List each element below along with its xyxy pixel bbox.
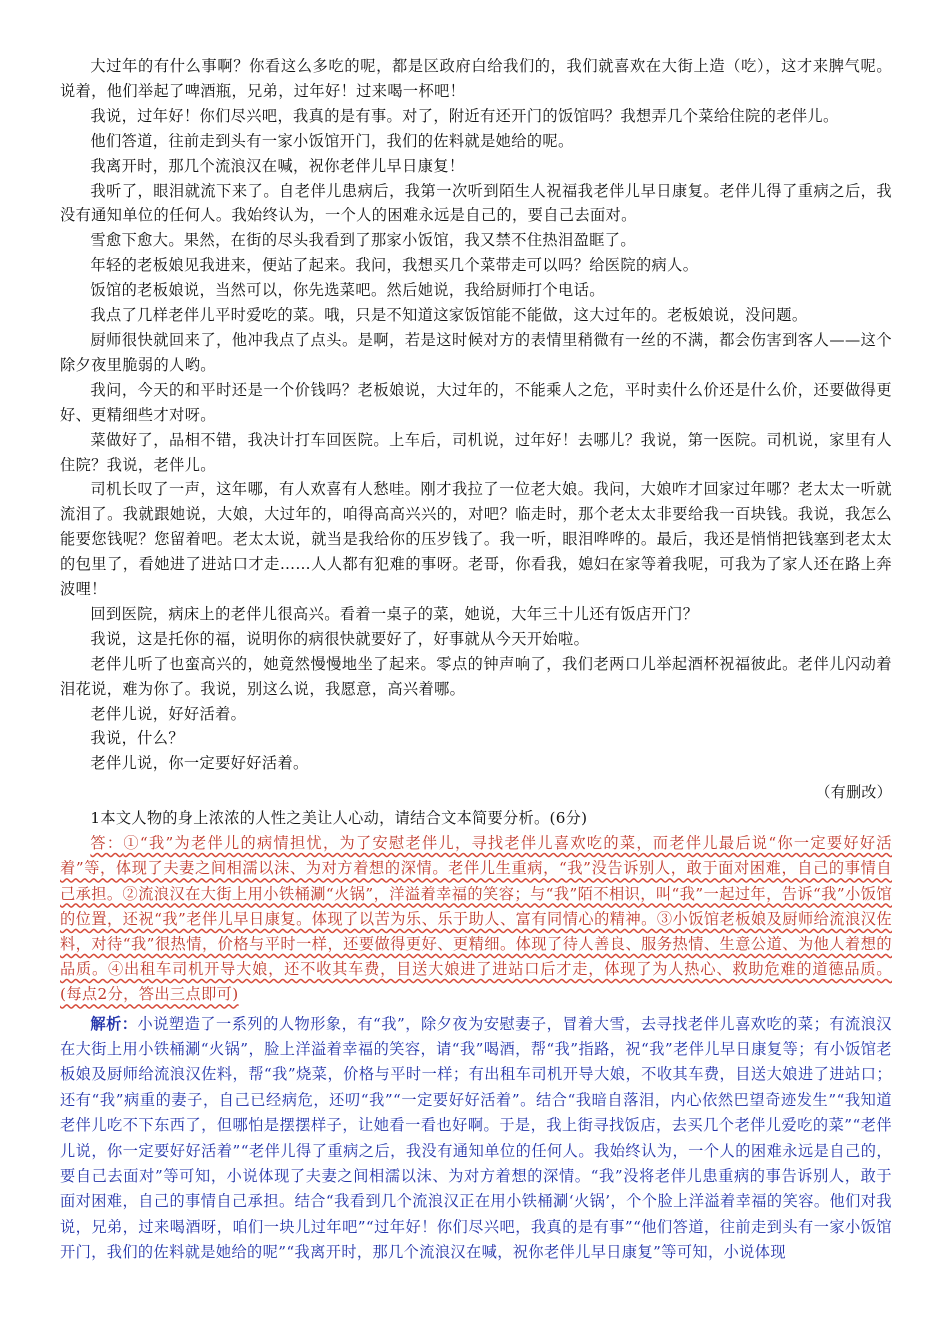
story-paragraph: 我说，什么？ [90,729,184,748]
story-paragraph: 菜做好了，品相不错，我决计打车回医院。上车后，司机说，过年好！去哪儿？我说，第一医院。司机说，家里有人住院？我说，老伴儿。 [60,430,892,474]
question-text: 1本文人物的身上浓浓的人性之美让人心动，请结合文本简要分析。(6分) [90,809,588,828]
story-paragraph: 厨师很快就回来了，他冲我点了点头。是啊，若是这时候对方的表情里稍微有一丝的不满，都会伤害到客人——这个除夕夜里脆弱的人哟。 [60,330,892,374]
story-paragraph: 雪愈下愈大。果然，在街的尽头我看到了那家小饭馆，我又禁不住热泪盈眶了。 [90,231,636,250]
story-paragraph: 大过年的有什么事啊？你看这么多吃的呢，都是区政府白给我们的，我们就喜欢在大街上造（吃），这才来脾气呢。说着，他们举起了啤酒瓶，兄弟，过年好！过来喝一杯吧！ [60,57,892,100]
analysis-text: 小说塑造了一系列的人物形象，有“我”，除夕夜为安慰妻子，冒着大雪，去寻找老伴儿喜欢吃的菜；有流浪汉在大街上用小铁桶涮“火锅”，脸上洋溢着幸福的笑容，请“我”喝酒，帮“我”指路，祝“我”老伴儿早日康复等；有小饭馆老板娘及厨师给流浪汉佐料，帮“我”烧菜，价格与平时一样；有出租车司机开导大娘，不收其车费，目送大娘进了进站口；还有“我”病重的妻子，自己已经病危，还叨“我”“一定要好好活着”。结合“我暗自落泪，内心依然巴望奇迹发生”“我知道老伴儿吃不下东西了，但哪怕是摆摆样子，让她看一看也好啊。于是，我上街寻找饭店，去买几个老伴儿爱吃的菜”“老伴儿说，你一定要好好活着”“老伴儿得了重病之后，我没有通知单位的任何人。我始终认为，一个人的困难永远是自己的，要自己去面对”等可知，小说体现了夫妻之间相濡以沫、为对方着想的深情。“我”没将老伴儿患重病的事告诉别人，敢于面对困难，自己的事情自己承担。结合“我看到几个流浪汉正在用小铁桶涮‘火锅’，个个脸上洋溢着幸福的笑容。他们对我说，兄弟，过来喝酒呀，咱们一块儿过年吧”“过年好！你们尽兴吧，我真的是有事”“他们答道，往前走到头有一家小饭馆开门，我们的佐料就是她给的呢”“我离开时，那几个流浪汉在喊，祝你老伴儿早日康复”等可知，小说体现 [60,1014,892,1262]
story-paragraph: 我说，过年好！你们尽兴吧，我真的是有事。对了，附近有还开门的饭馆吗？我想弄几个菜给住院的老伴儿。 [90,106,839,125]
answer-text: ①“我”为老伴儿的病情担忧，为了安慰老伴儿，寻找老伴儿喜欢吃的菜，而老伴儿最后说“你一定要好好活着”等，体现了夫妻之间相濡以沫、为对方着想的深情。老伴儿生重病，“我”没告诉别人，敢于面对困难，自己的事情自己承担。②流浪汉在大街上用小铁桶涮“火锅”，洋溢着幸福的笑容；与“我”陌不相识，叫“我”一起过年，告诉“我”小饭馆的位置，还祝“我”老伴儿早日康复。体现了以苦为乐、乐于助人、富有同情心的精神。③小饭馆老板娘及厨师给流浪汉佐料，对待“我”很热情，价格与平时一样，还要做得更好、更精细。体现了待人善良、服务热情、生意公道、为他人着想的品质。④出租车司机开导大娘，还不收其车费，目送大娘进了进站口后才走，体现了为人热心、救助危难的道德品质。(每点2分，答出三点即可) [60,834,892,1004]
answer-label: 答： [90,834,124,853]
story-paragraph: 年轻的老板娘见我进来，便站了起来。我问，我想买几个菜带走可以吗？给医院的病人。 [90,256,699,275]
story-paragraph: 老伴儿说，你一定要好好活着。 [90,754,309,773]
story-paragraph: 我问，今天的和平时还是一个价钱吗？老板娘说，大过年的，不能乘人之危，平时卖什么价还是什么价，还要做得更好、更精细些才对呀。 [60,380,892,424]
story-text [60,54,892,776]
story-paragraph: 回到医院，病床上的老伴儿很高兴。看着一桌子的菜，她说，大年三十儿还有饭店开门？ [90,604,699,623]
story-paragraph: 老伴儿说，好好活着。 [90,704,247,723]
story-paragraph: 他们答道，往前走到头有一家小饭馆开门，我们的佐料就是她给的呢。 [90,131,574,150]
analysis-block [60,1012,892,1266]
analysis-label: 解析： [90,1014,138,1033]
story-paragraph: 我说，这是托你的福，说明你的病很快就要好了，好事就从今天开始啦。 [90,629,590,648]
story-paragraph: 我离开时，那几个流浪汉在喊，祝你老伴儿早日康复！ [90,156,465,175]
story-paragraph: 老伴儿听了也蛮高兴的，她竟然慢慢地坐了起来。零点的钟声响了，我们老两口儿举起酒杯祝福彼此。老伴儿闪动着泪花说，难为你了。我说，别这么说，我愿意，高兴着哪。 [60,654,892,698]
answer-block [60,831,892,1007]
story-paragraph: 我听了，眼泪就流下来了。自老伴儿患病后，我第一次听到陌生人祝福我老伴儿早日康复。老伴儿得了重病之后，我没有通知单位的任何人。我始终认为，一个人的困难永远是自己的，要自己去面对。 [60,181,892,225]
story-paragraph: 我点了几样老伴儿平时爱吃的菜。哦，只是不知道这家饭馆能不能做，这大过年的。老板娘说，没问题。 [90,306,808,325]
story-paragraph: 司机长叹了一声，这年哪，有人欢喜有人愁哇。刚才我拉了一位老大娘。我问，大娘咋才回家过年哪？老太太一听就流泪了。我就跟她说，大娘，大过年的，咱得高高兴兴的，对吧？临走时，那个老太太非要给我一百块钱。我说，我怎么能要您钱呢？您留着吧。老太太说，就当是我给你的压岁钱了。我一听，眼泪哗哗的。最后，我还是悄悄把钱塞到老太太的包里了，看她进了进站口才走……人人都有犯难的事呀。老哥，你看我，媳妇在家等着我呢，可我为了家人还在路上奔波哩！ [60,480,892,599]
story-paragraph: 饭馆的老板娘说，当然可以，你先选菜吧。然后她说，我给厨师打个电话。 [90,281,605,300]
source-note: （有删改） [815,783,892,802]
